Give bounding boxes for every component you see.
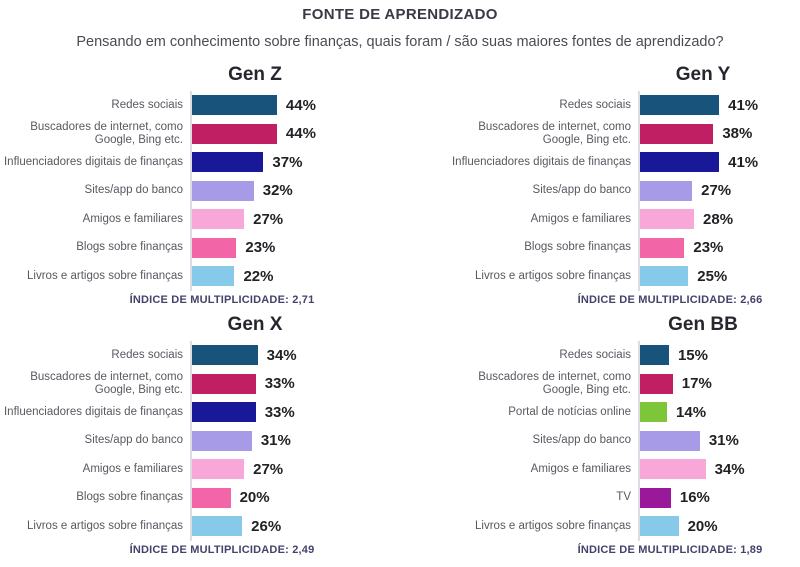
bar (192, 402, 256, 422)
bar-label: Amigos e familiares (530, 212, 631, 225)
bar-area (190, 512, 281, 541)
bar-label: Livros e artigos sobre finanças (27, 519, 183, 532)
bar-area (190, 398, 295, 427)
bar-value: 26% (251, 517, 282, 535)
bar-row (0, 341, 400, 370)
bar-value: 44% (285, 96, 316, 114)
bar-row (448, 234, 800, 263)
bar-value: 25% (697, 267, 728, 285)
bar-value: 20% (239, 489, 270, 507)
bar-value: 15% (677, 346, 708, 364)
bar-row (0, 91, 400, 120)
bar-label: Influenciadores digitais de finanças (451, 155, 631, 168)
bar-row (448, 177, 800, 206)
bar-row (448, 512, 800, 541)
bar-row (0, 512, 400, 541)
multiplicity-index: ÍNDICE DE MULTIPLICIDADE: 2,71 (129, 293, 315, 306)
bar (640, 402, 667, 422)
bar-label: Redes sociais (111, 348, 183, 361)
multiplicity-index: ÍNDICE DE MULTIPLICIDADE: 2,49 (129, 543, 315, 556)
bar-area (638, 341, 708, 370)
bar (640, 266, 688, 286)
bar-area (190, 370, 295, 399)
bar-label: Redes sociais (111, 98, 183, 111)
bar-label: Sites/app do banco (532, 434, 631, 447)
bar-value: 31% (260, 432, 291, 450)
bar-area (190, 120, 316, 149)
bar-row (448, 484, 800, 513)
bar-area (190, 234, 275, 263)
bar-value: 44% (285, 125, 316, 143)
bar (192, 152, 263, 172)
bar-label: Livros e artigos sobre finanças (475, 269, 631, 282)
bar (192, 266, 234, 286)
bar-label: Sites/app do banco (532, 184, 631, 197)
bar-area (638, 455, 745, 484)
bar-value: 27% (253, 460, 284, 478)
bar-value: 27% (253, 210, 284, 228)
chart-title: Gen X (227, 314, 283, 335)
bar-label: Sites/app do banco (84, 184, 183, 197)
bar-value: 31% (708, 432, 739, 450)
bar-value: 37% (272, 153, 303, 171)
bar (640, 374, 673, 394)
bar-row (448, 370, 800, 399)
bar-row (448, 91, 800, 120)
bar-label: Redes sociais (559, 348, 631, 361)
bar (192, 181, 254, 201)
bar (640, 488, 671, 508)
bar-value: 27% (701, 182, 732, 200)
bar-row (0, 205, 400, 234)
bar-area (638, 427, 739, 456)
bar-label: Sites/app do banco (84, 434, 183, 447)
bar (640, 209, 694, 229)
page-subtitle: Pensando em conhecimento sobre finanças, quais foram / são suas maiores fontes de aprendizado? (76, 34, 724, 50)
bar-row (0, 148, 400, 177)
bar-area (638, 484, 710, 513)
bar-area (638, 398, 706, 427)
bar-row (0, 177, 400, 206)
bar-area (638, 120, 752, 149)
bar-label: Livros e artigos sobre finanças (475, 519, 631, 532)
bar (640, 431, 700, 451)
bar-row (448, 341, 800, 370)
chart-title: Gen Z (228, 64, 282, 85)
bar-rows (448, 341, 800, 541)
bar-value: 16% (679, 489, 710, 507)
bar-row (448, 427, 800, 456)
bar (640, 345, 669, 365)
bar-area (190, 177, 293, 206)
bar-area (638, 262, 727, 291)
bar-row (0, 370, 400, 399)
bar (192, 488, 231, 508)
bar-value: 22% (243, 267, 274, 285)
bar-value: 41% (728, 96, 759, 114)
bar-area (638, 234, 723, 263)
bar-row (448, 148, 800, 177)
bar-area (190, 484, 270, 513)
bar (192, 238, 236, 258)
bar-value: 23% (693, 239, 724, 257)
bar-label: Redes sociais (559, 98, 631, 111)
bar-label: Blogs sobre finanças (76, 491, 183, 504)
bar-row (448, 205, 800, 234)
chart-gen-z (0, 62, 400, 312)
bar-label: Buscadores de internet, como Google, Bing etc. (30, 120, 183, 146)
bar-label: Buscadores de internet, como Google, Bing etc. (478, 120, 631, 146)
bar-label: Blogs sobre finanças (524, 241, 631, 254)
bar-area (190, 455, 283, 484)
bar-label: TV (616, 491, 631, 504)
bar-row (448, 398, 800, 427)
bar (192, 95, 277, 115)
bar-area (190, 205, 283, 234)
chart-gen-bb (400, 312, 800, 562)
bar-value: 32% (262, 182, 293, 200)
page-title: FONTE DE APRENDIZADO (302, 6, 498, 23)
bar (192, 345, 258, 365)
bar-value: 34% (714, 460, 745, 478)
bar-area (638, 512, 718, 541)
bar-area (638, 370, 712, 399)
multiplicity-index: ÍNDICE DE MULTIPLICIDADE: 2,66 (577, 293, 763, 306)
bar-row (448, 262, 800, 291)
bar-area (190, 262, 273, 291)
bar-label: Buscadores de internet, como Google, Bing etc. (478, 370, 631, 396)
bar-value: 41% (728, 153, 759, 171)
bar-row (0, 484, 400, 513)
multiplicity-index: ÍNDICE DE MULTIPLICIDADE: 1,89 (577, 543, 763, 556)
bar-area (190, 91, 316, 120)
bar-label: Blogs sobre finanças (76, 241, 183, 254)
bar (192, 459, 244, 479)
bar-value: 14% (676, 403, 707, 421)
bar (640, 152, 719, 172)
bar-label: Amigos e familiares (82, 212, 183, 225)
bar-area (638, 91, 758, 120)
bar-row (0, 262, 400, 291)
chart-gen-x (0, 312, 400, 562)
bar (640, 238, 684, 258)
bar-area (638, 148, 758, 177)
bar-label: Influenciadores digitais de finanças (3, 405, 183, 418)
bar-rows (0, 341, 400, 541)
bar-value: 33% (264, 375, 295, 393)
bar-row (448, 120, 800, 149)
bar-row (0, 120, 400, 149)
bar-area (190, 427, 291, 456)
bar-row (0, 234, 400, 263)
bar-value: 20% (687, 517, 718, 535)
bar-row (448, 455, 800, 484)
chart-title: Gen Y (675, 64, 731, 85)
bar-value: 23% (245, 239, 276, 257)
bar-value: 34% (266, 346, 297, 364)
bar-rows (0, 91, 400, 291)
bar (640, 124, 713, 144)
bar (640, 516, 679, 536)
bar-label: Amigos e familiares (82, 462, 183, 475)
bar-label: Amigos e familiares (530, 462, 631, 475)
bar (640, 95, 719, 115)
bar-area (638, 205, 733, 234)
charts-grid (0, 62, 800, 562)
bar-row (0, 398, 400, 427)
bar (192, 124, 277, 144)
bar-label: Buscadores de internet, como Google, Bing etc. (30, 370, 183, 396)
bar (192, 374, 256, 394)
bar-value: 38% (722, 125, 753, 143)
bar (640, 459, 706, 479)
bar-row (0, 455, 400, 484)
bar-value: 17% (681, 375, 712, 393)
chart-gen-y (400, 62, 800, 312)
chart-title: Gen BB (668, 314, 738, 335)
bar (192, 516, 242, 536)
bar-area (638, 177, 731, 206)
bar-area (190, 148, 302, 177)
bar-label: Influenciadores digitais de finanças (3, 155, 183, 168)
bar-label: Livros e artigos sobre finanças (27, 269, 183, 282)
bar-area (190, 341, 297, 370)
bar (192, 431, 252, 451)
bar-rows (448, 91, 800, 291)
bar-value: 28% (703, 210, 734, 228)
bar-value: 33% (264, 403, 295, 421)
bar (640, 181, 692, 201)
bar-row (0, 427, 400, 456)
bar (192, 209, 244, 229)
bar-label: Portal de notícias online (508, 405, 631, 418)
